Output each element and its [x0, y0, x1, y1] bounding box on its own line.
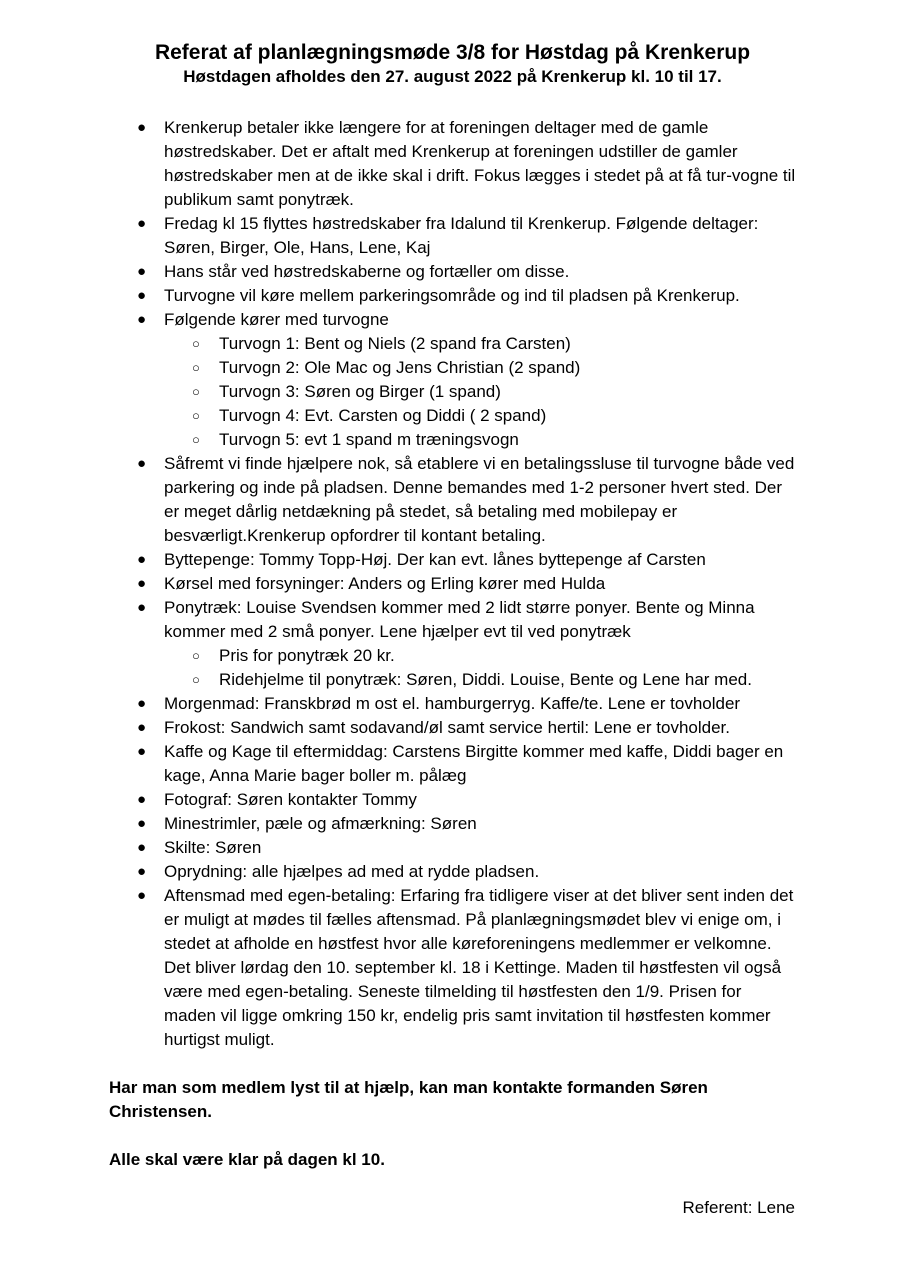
sub-list-item-text: Turvogn 3: Søren og Birger (1 spand) — [219, 382, 501, 401]
list-item-text: Kørsel med forsyninger: Anders og Erling kører med Hulda — [164, 574, 606, 593]
circle-bullet-icon: ○ — [192, 360, 200, 375]
bullet-icon: ● — [137, 455, 147, 472]
bullet-icon: ● — [137, 575, 147, 592]
list-item — [109, 596, 796, 644]
sub-list-item — [164, 644, 796, 668]
sub-list-item-text: Turvogn 5: evt 1 spand m træningsvogn — [219, 430, 519, 449]
list-item — [109, 212, 796, 260]
list-item-text: Ponytræk: Louise Svendsen kommer med 2 lidt større ponyer. Bente og Minna kommer med 2 små ponyer. Lene hjælper evt til ved ponytræk — [164, 598, 755, 641]
agenda-list — [109, 116, 796, 1052]
ready-note: Alle skal være klar på dagen kl 10. — [109, 1150, 385, 1169]
sub-list-item-text: Turvogn 1: Bent og Niels (2 spand fra Carsten) — [219, 334, 571, 353]
sub-list-item — [164, 404, 796, 428]
circle-bullet-icon: ○ — [192, 648, 200, 663]
bullet-icon: ● — [137, 311, 147, 328]
list-item-text: Fredag kl 15 flyttes høstredskaber fra Idalund til Krenkerup. Følgende deltager: Søren, Birger, Ole, Hans, Lene, Kaj — [164, 214, 759, 257]
bullet-icon: ● — [137, 263, 147, 280]
sub-list-item — [164, 332, 796, 356]
bullet-icon: ● — [137, 791, 147, 808]
circle-bullet-icon: ○ — [192, 672, 200, 687]
list-item-text: Byttepenge: Tommy Topp-Høj. Der kan evt. lånes byttepenge af Carsten — [164, 550, 706, 569]
list-item — [109, 260, 796, 284]
list-item-text: Krenkerup betaler ikke længere for at foreningen deltager med de gamle høstredskaber. Det er aftalt med Krenkerup at foreningen udstiller de gamler høstredskaber men at de ikke skal i drift. Fokus lægges i stedet på at få tur-vogne til publikum samt ponytræk. — [164, 118, 796, 209]
sub-list-container — [109, 644, 796, 692]
sub-list-item — [164, 356, 796, 380]
circle-bullet-icon: ○ — [192, 432, 200, 447]
list-item — [109, 860, 796, 884]
document-title: Referat af planlægningsmøde 3/8 for Høstdag på Krenkerup — [154, 41, 751, 64]
sub-list-item — [164, 428, 796, 452]
list-item-text: Minestrimler, pæle og afmærkning: Søren — [164, 814, 477, 833]
list-item-text: Såfremt vi finde hjælpere nok, så etablere vi en betalingssluse til turvogne både ved parkering og inde på pladsen. Denne bemandes med 1-2 personer hvert sted. Der er meget dårlig netdækning på stedet, så betaling med mobilepay er besværligt.Krenkerup opfordrer til kontant betaling. — [164, 454, 795, 545]
bullet-icon: ● — [137, 815, 147, 832]
list-item — [109, 548, 796, 572]
bullet-icon: ● — [137, 287, 147, 304]
circle-bullet-icon: ○ — [192, 384, 200, 399]
contact-note: Har man som medlem lyst til at hjælp, kan man kontakte formanden Søren Christensen. — [109, 1078, 708, 1121]
sub-list-container — [109, 332, 796, 452]
referent-signature: Referent: Lene — [682, 1198, 795, 1217]
list-item-text: Fotograf: Søren kontakter Tommy — [164, 790, 417, 809]
list-item — [109, 836, 796, 860]
bullet-icon: ● — [137, 863, 147, 880]
sub-list-item — [164, 668, 796, 692]
list-item — [109, 308, 796, 332]
bullet-icon: ● — [137, 215, 147, 232]
list-item-text: Aftensmad med egen-betaling: Erfaring fra tidligere viser at det bliver sent inden det er muligt at mødes til fælles aftensmad. På planlægningsmødet blev vi enige om, i stedet at afholde en høstfest hvor alle køreforeningens medlemmer er velkomne. Det bliver lørdag den 10. september kl. 18 i Kettinge. Maden til høstfesten vil også være med egen-betaling. Seneste tilmelding til høstfesten den 1/9. Prisen for maden vil ligge omkring 150 kr, endelig pris samt invitation til høstfesten kommer hurtigst muligt. — [164, 886, 794, 1049]
list-item-text: Morgenmad: Franskbrød m ost el. hamburgerryg. Kaffe/te. Lene er tovholder — [164, 694, 741, 713]
document-subtitle: Høstdagen afholdes den 27. august 2022 på Krenkerup kl. 10 til 17. — [183, 67, 722, 86]
bullet-icon: ● — [137, 599, 147, 616]
list-item-text: Frokost: Sandwich samt sodavand/øl samt service hertil: Lene er tovholder. — [164, 718, 730, 737]
bullet-icon: ● — [137, 839, 147, 856]
bullet-icon: ● — [137, 119, 147, 136]
list-item-text: Kaffe og Kage til eftermiddag: Carstens Birgitte kommer med kaffe, Diddi bager en kage, Anna Marie bager boller m. pålæg — [164, 742, 784, 785]
bullet-icon: ● — [137, 551, 147, 568]
bullet-icon: ● — [137, 887, 147, 904]
list-item-text: Følgende kører med turvogne — [164, 310, 389, 329]
list-item-text: Turvogne vil køre mellem parkeringsområde og ind til pladsen på Krenkerup. — [164, 286, 740, 305]
sub-list — [164, 644, 796, 692]
list-item-text: Oprydning: alle hjælpes ad med at rydde pladsen. — [164, 862, 540, 881]
bullet-icon: ● — [137, 719, 147, 736]
sub-list-item-text: Ridehjelme til ponytræk: Søren, Diddi. Louise, Bente og Lene har med. — [219, 670, 752, 689]
sub-list-item — [164, 380, 796, 404]
list-item — [109, 692, 796, 716]
list-item — [109, 572, 796, 596]
sub-list-item-text: Pris for ponytræk 20 kr. — [219, 646, 395, 665]
list-item — [109, 452, 796, 548]
list-item — [109, 788, 796, 812]
list-item — [109, 884, 796, 1052]
list-item — [109, 812, 796, 836]
list-item — [109, 284, 796, 308]
circle-bullet-icon: ○ — [192, 408, 200, 423]
bullet-icon: ● — [137, 695, 147, 712]
sub-list-item-text: Turvogn 4: Evt. Carsten og Diddi ( 2 spand) — [219, 406, 547, 425]
sub-list-item-text: Turvogn 2: Ole Mac og Jens Christian (2 spand) — [219, 358, 581, 377]
bullet-icon: ● — [137, 743, 147, 760]
sub-list — [164, 332, 796, 452]
circle-bullet-icon: ○ — [192, 336, 200, 351]
list-item — [109, 116, 796, 212]
list-item — [109, 740, 796, 788]
list-item — [109, 716, 796, 740]
list-item-text: Hans står ved høstredskaberne og fortæller om disse. — [164, 262, 570, 281]
list-item-text: Skilte: Søren — [164, 838, 262, 857]
